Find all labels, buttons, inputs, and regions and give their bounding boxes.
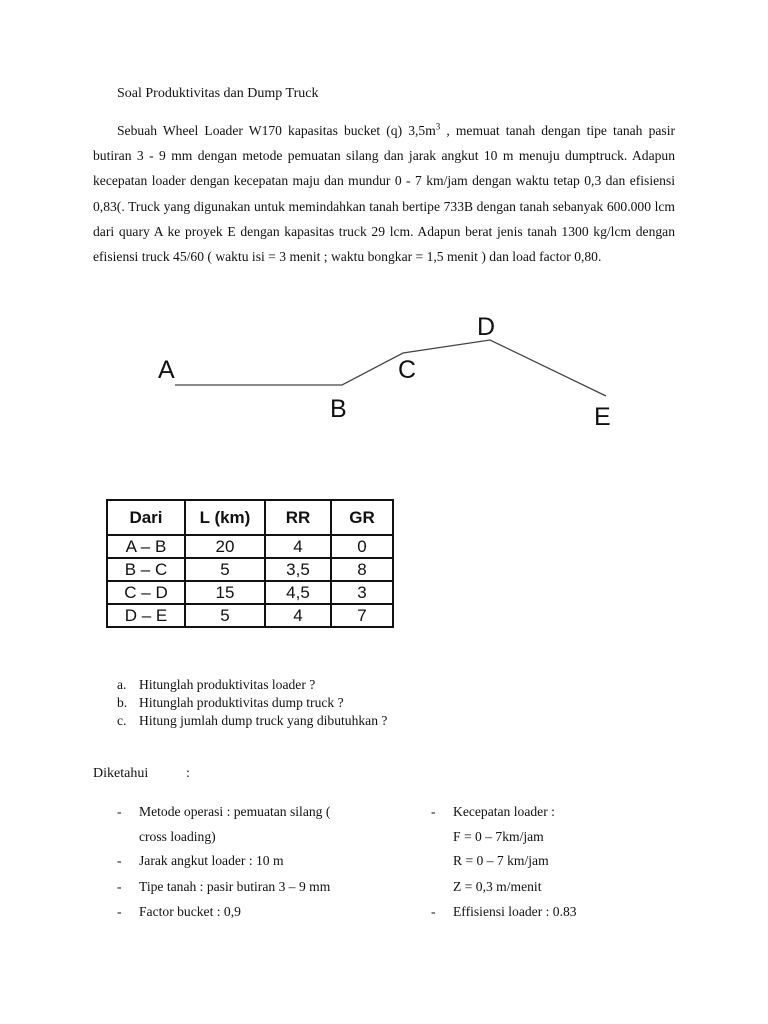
question-marker: a. xyxy=(117,677,127,692)
known-heading: Diketahui xyxy=(93,766,149,781)
known-item-metode-cont: cross loading) xyxy=(139,829,216,844)
point-a-label: A xyxy=(158,356,175,384)
question-marker: c. xyxy=(117,713,127,728)
route-diagram xyxy=(0,300,768,450)
bullet: - xyxy=(117,879,122,894)
question-text: Hitunglah produktivitas loader ? xyxy=(139,677,316,692)
table-header-row xyxy=(107,500,393,535)
question-text: Hitung jumlah dump truck yang dibutuhkan ? xyxy=(139,713,388,728)
column-header: Dari xyxy=(107,500,185,535)
known-item-z: Z = 0,3 m/menit xyxy=(453,879,542,894)
known-item-factor: Factor bucket : 0,9 xyxy=(139,904,241,919)
cubic-superscript: 3 xyxy=(435,121,441,132)
column-header: GR xyxy=(331,500,393,535)
point-e-label: E xyxy=(594,403,611,431)
route-table xyxy=(106,499,394,628)
page-title: Soal Produktivitas dan Dump Truck xyxy=(117,86,319,101)
known-item-efisiensi: Effisiensi loader : 0.83 xyxy=(453,904,577,919)
bullet: - xyxy=(431,904,436,919)
known-item-tipe: Tipe tanah : pasir butiran 3 – 9 mm xyxy=(139,879,331,894)
table-cell: 4,5 xyxy=(265,581,331,604)
table-cell: 5 xyxy=(185,558,265,581)
column-header: L (km) xyxy=(185,500,265,535)
table-cell: 5 xyxy=(185,604,265,627)
question-text: Hitunglah produktivitas dump truck ? xyxy=(139,695,344,710)
table-row xyxy=(107,535,393,558)
known-item-kecepatan: Kecepatan loader : xyxy=(453,804,555,819)
table-cell: 4 xyxy=(265,604,331,627)
question-list xyxy=(117,676,387,730)
bullet: - xyxy=(117,804,122,819)
table-cell: 7 xyxy=(331,604,393,627)
paragraph-text-rest: , memuat tanah dengan tipe tanah pasir butiran 3 - 9 mm dengan metode pemuatan silang dan jarak angkut 10 m menuju dumptruck. Adapun kecepatan loader dengan kecepatan maju dan mundur 0 - 7 km/jam dengan waktu tetap 0,3 dan efisiensi 0,83(. Truck yang digunakan untuk memindahkan tanah bertipe 733B dengan tanah sebanyak 600.000 lcm dari quary A ke proyek E dengan kapasitas truck 29 lcm. Adapun berat jenis tanah 1300 kg/lcm dengan efisiensi truck 45/60 ( waktu isi = 3 menit ; waktu bongkar = 1,5 menit ) dan load factor 0,80. xyxy=(93,123,675,265)
table-cell: D – E xyxy=(107,604,185,627)
point-b-label: B xyxy=(330,395,347,423)
table-cell: B – C xyxy=(107,558,185,581)
point-c-label: C xyxy=(398,356,417,384)
table-row xyxy=(107,604,393,627)
table-cell: 20 xyxy=(185,535,265,558)
table-row xyxy=(107,558,393,581)
known-item-metode: Metode operasi : pemuatan silang ( xyxy=(139,804,331,819)
table-cell: 4 xyxy=(265,535,331,558)
list-item xyxy=(117,694,387,712)
table-cell: A – B xyxy=(107,535,185,558)
table-cell: C – D xyxy=(107,581,185,604)
column-header: RR xyxy=(265,500,331,535)
table-row xyxy=(107,581,393,604)
list-item xyxy=(117,712,387,730)
bullet: - xyxy=(431,804,436,819)
bullet: - xyxy=(117,853,122,868)
table-cell: 3 xyxy=(331,581,393,604)
question-marker: b. xyxy=(117,695,128,710)
bullet: - xyxy=(117,904,122,919)
route-line xyxy=(175,340,606,396)
known-item-r: R = 0 – 7 km/jam xyxy=(453,853,549,868)
known-item-jarak: Jarak angkut loader : 10 m xyxy=(139,853,284,868)
problem-paragraph xyxy=(93,118,675,269)
point-d-label: D xyxy=(477,313,496,341)
list-item xyxy=(117,676,387,694)
table-cell: 8 xyxy=(331,558,393,581)
table-cell: 15 xyxy=(185,581,265,604)
known-item-f: F = 0 – 7km/jam xyxy=(453,829,544,844)
known-colon: : xyxy=(186,766,190,781)
table-cell: 0 xyxy=(331,535,393,558)
table-cell: 3,5 xyxy=(265,558,331,581)
paragraph-text-start: Sebuah Wheel Loader W170 kapasitas bucket (q) 3,5m xyxy=(117,123,436,138)
